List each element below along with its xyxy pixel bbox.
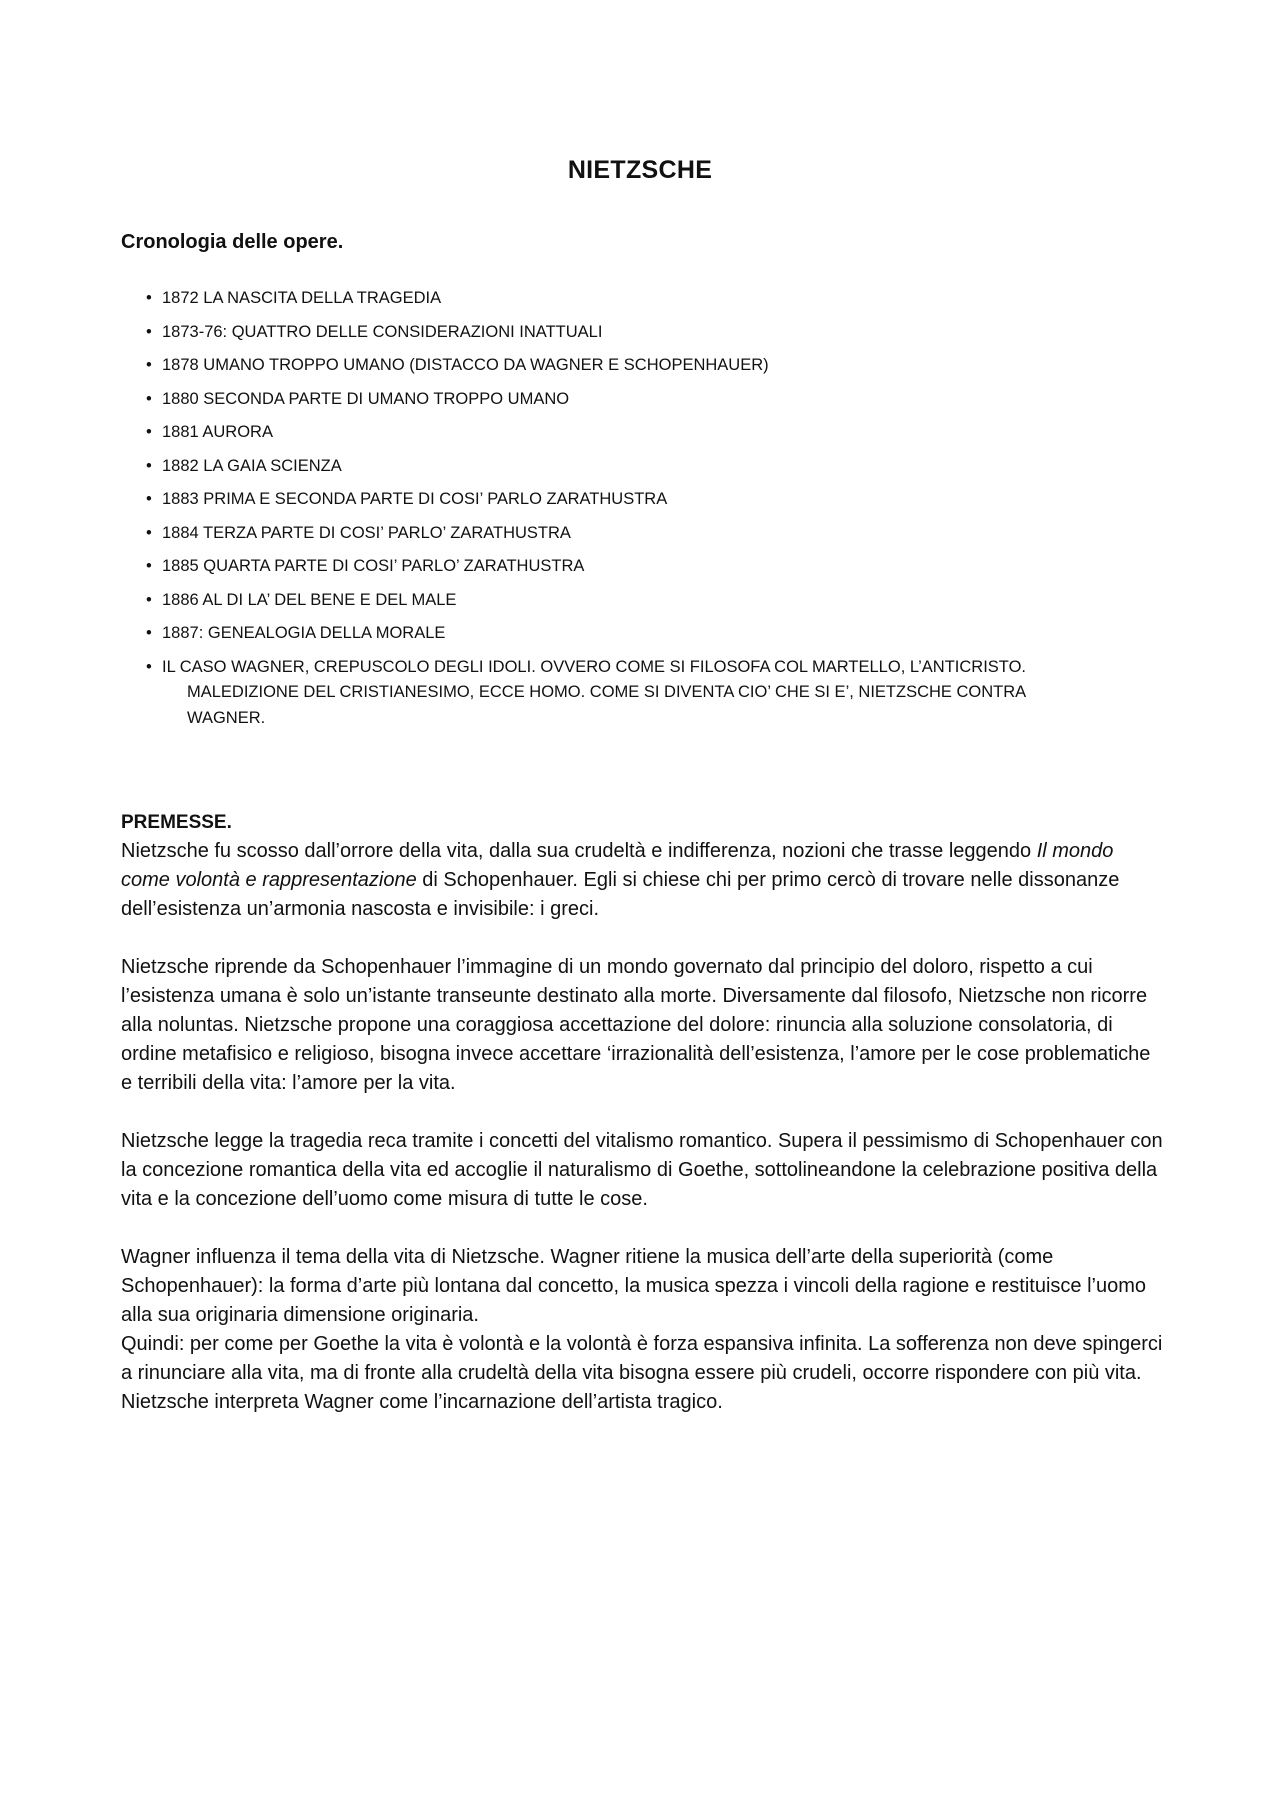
work-entry-line: MALEDIZIONE DEL CRISTIANESIMO, ECCE HOMO. COME SI DIVENTA CIO’ CHE SI E’, NIETZSCHE CONTRA: [187, 683, 1027, 701]
work-entry: 1881 AURORA: [162, 423, 273, 441]
list-item: [146, 554, 1106, 579]
bullet-icon: •: [146, 322, 152, 341]
work-entry: 1872 LA NASCITA DELLA TRAGEDIA: [162, 289, 442, 307]
list-item: [146, 420, 1106, 445]
book-title: Il mondo come volontà e rappresentazione: [121, 840, 1114, 891]
bullet-icon: •: [146, 590, 152, 609]
list-item: [146, 487, 1106, 512]
work-entry: 1880 SECONDA PARTE DI UMANO TROPPO UMANO: [162, 389, 570, 408]
work-entry: 1886 AL DI LA’ DEL BENE E DEL MALE: [162, 590, 457, 609]
bullet-icon: •: [146, 456, 152, 475]
work-entry: 1884 TERZA PARTE DI COSI’ PARLO’ ZARATHUSTRA: [162, 523, 571, 542]
work-entry: 1885 QUARTA PARTE DI COSI’ PARLO’ ZARATHUSTRA: [162, 557, 585, 575]
bullet-icon: •: [146, 389, 152, 408]
work-entry-line: IL CASO WAGNER, CREPUSCOLO DEGLI IDOLI. OVVERO COME SI FILOSOFA COL MARTELLO, L’ANTICRISTO.: [162, 657, 1027, 676]
paragraph: Wagner influenza il tema della vita di Nietzsche. Wagner ritiene la musica dell’arte della superiorità (come Schopenhauer): la forma d’arte più lontana dal concetto, la musica spezza i vincoli della ragione e restituisce l’uomo alla sua originaria dimensione originaria.: [121, 1246, 1147, 1326]
list-item: [146, 588, 1106, 613]
page-title: NIETZSCHE: [567, 156, 713, 184]
list-item: [146, 286, 1106, 311]
work-entry: 1878 UMANO TROPPO UMANO (DISTACCO DA WAGNER E SCHOPENHAUER): [162, 356, 769, 374]
bullet-icon: •: [146, 657, 152, 676]
paragraph: Quindi: per come per Goethe la vita è volontà e la volontà è forza espansiva infinita. La sofferenza non deve spingerci a rinunciare alla vita, ma di fronte alla crudeltà della vita bisogna essere più crudeli, occorre rispondere con più vita. Nietzsche interpreta Wagner come l’incarnazione dell’artista tragico.: [121, 1333, 1163, 1413]
list-item: [146, 655, 1106, 732]
work-entry: 1873-76: QUATTRO DELLE CONSIDERAZIONI INATTUALI: [162, 322, 603, 341]
premesse-heading: PREMESSE.: [121, 812, 232, 833]
work-entry: 1887: GENEALOGIA DELLA MORALE: [162, 624, 446, 642]
paragraph-gap: [121, 1214, 1166, 1243]
work-entry: 1882 LA GAIA SCIENZA: [162, 456, 342, 475]
paragraph-gap: [121, 1098, 1166, 1127]
bullet-icon: •: [146, 557, 152, 575]
works-list: [146, 286, 1106, 740]
list-item: [146, 353, 1106, 378]
bullet-icon: •: [146, 356, 152, 374]
chronology-heading: Cronologia delle opere.: [121, 231, 344, 253]
bullet-icon: •: [146, 423, 152, 441]
list-item: [146, 320, 1106, 345]
paragraph: [121, 837, 1166, 924]
list-item: [146, 387, 1106, 412]
paragraph-text: Nietzsche fu scosso dall’orrore della vita, dalla sua crudeltà e indifferenza, nozioni che trasse leggendo: [121, 840, 1037, 862]
work-entry: 1883 PRIMA E SECONDA PARTE DI COSI’ PARLO ZARATHUSTRA: [162, 490, 668, 508]
list-item: [146, 521, 1106, 546]
paragraph-text: di Schopenhauer. Egli si chiese chi per primo cercò di trovare nelle dissonanze dell’esistenza un’armonia nascosta e invisibile: i greci.: [121, 869, 1120, 920]
paragraph-gap: [121, 924, 1166, 953]
bullet-icon: •: [146, 289, 152, 307]
bullet-icon: •: [146, 490, 152, 508]
paragraph: Nietzsche riprende da Schopenhauer l’immagine di un mondo governato dal principio del doloro, rispetto a cui l’esistenza umana è solo un’istante transeunte destinato alla morte. Diversamente dal filosofo, Nietzsche non ricorre alla noluntas. Nietzsche propone una coraggiosa accettazione del dolore: rinuncia alla soluzione consolatoria, di ordine metafisico e religioso, bisogna invece accettare ‘irrazionalità dell’esistenza, l’amore per le cose problematiche e terribili della vita: l’amore per la vita.: [121, 956, 1151, 1094]
bullet-icon: •: [146, 624, 152, 642]
bullet-icon: •: [146, 523, 152, 542]
list-item: [146, 454, 1106, 479]
list-item: [146, 621, 1106, 646]
work-entry-line: WAGNER.: [187, 708, 266, 727]
paragraph: Nietzsche legge la tragedia reca tramite i concetti del vitalismo romantico. Supera il pessimismo di Schopenhauer con la concezione romantica della vita ed accoglie il naturalismo di Goethe, sottolineandone la celebrazione positiva della vita e la concezione dell’uomo come misura di tutte le cose.: [121, 1130, 1163, 1210]
body-section: [121, 808, 1166, 1417]
